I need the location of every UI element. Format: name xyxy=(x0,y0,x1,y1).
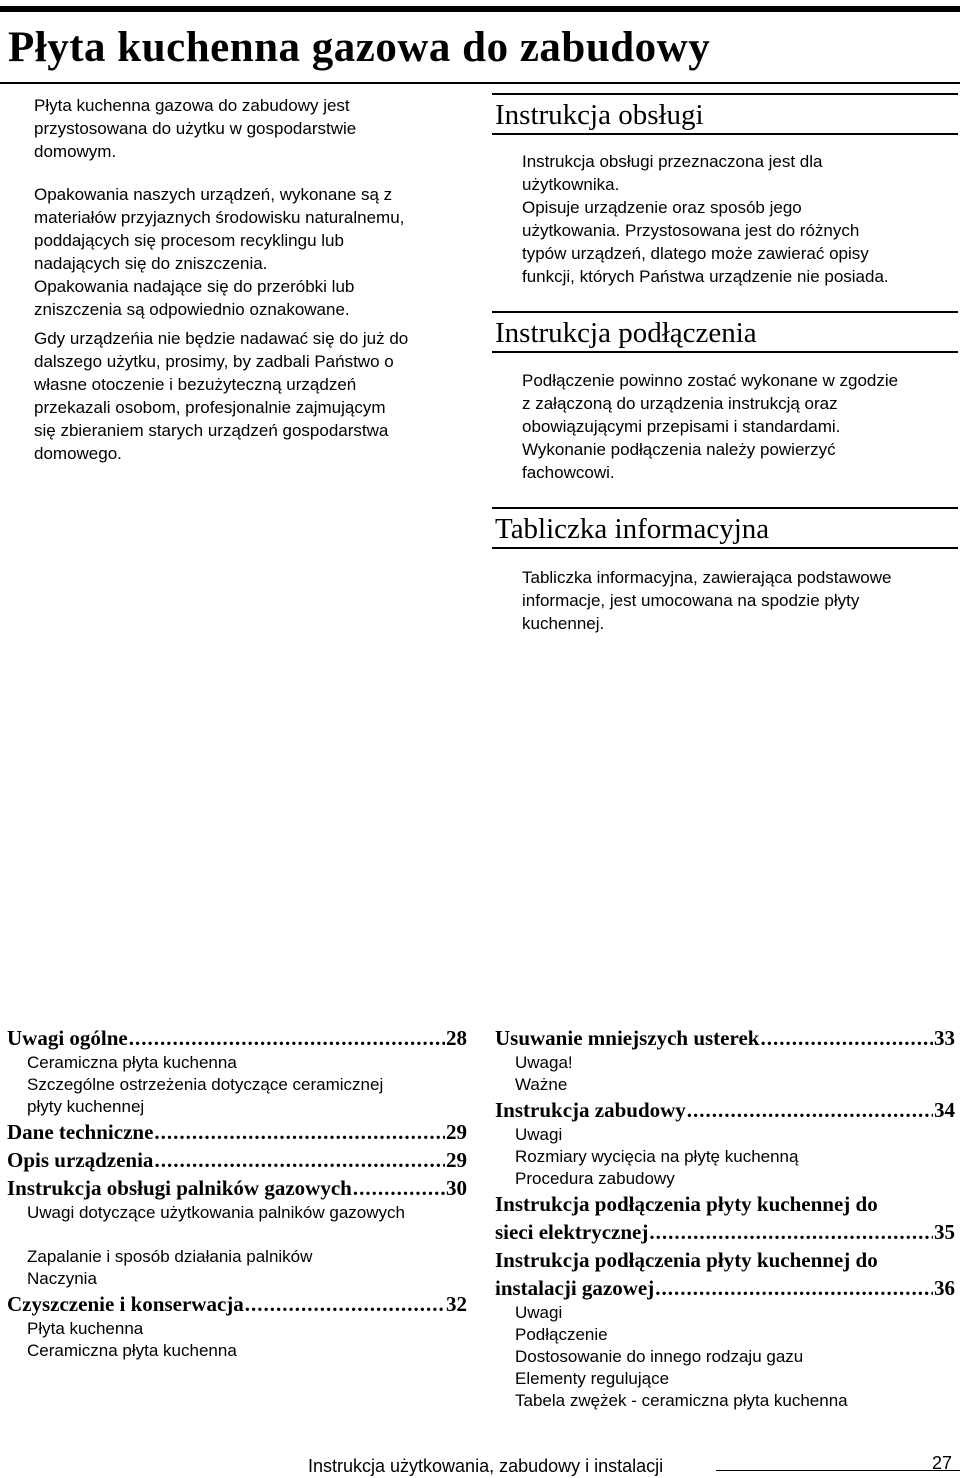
toc-subentry: Uwaga! xyxy=(515,1053,573,1072)
body-line: fachowcowi. xyxy=(522,463,615,482)
toc-page-number: 28 xyxy=(446,1026,467,1050)
toc-entry-line1[interactable]: Instrukcja podłączenia płyty kuchennej do xyxy=(495,1192,878,1216)
toc-subentry: Podłączenie xyxy=(515,1325,608,1344)
body-line: obowiązującymi przepisami i standardami. xyxy=(522,417,841,436)
p2-line: Opakowania nadające się do przeróbki lub xyxy=(34,277,355,296)
section-body-tabliczka xyxy=(522,566,960,635)
toc-subentry: Uwagi xyxy=(515,1303,563,1322)
section-body-instrukcja-obslugi xyxy=(522,150,960,288)
p3-line: Gdy urządzeńia nie będzie nadawać się do już do xyxy=(34,329,409,348)
toc-subentry: Naczynia xyxy=(27,1269,97,1288)
toc-entry-label: sieci elektrycznej xyxy=(495,1220,649,1244)
toc-page-number: 36 xyxy=(934,1276,955,1300)
toc-subentry: Ceramiczna płyta kuchenna xyxy=(27,1341,237,1360)
toc-page-number: 30 xyxy=(446,1176,467,1200)
p3-line: dalszego użytku, prosimy, by zadbali Państwo o xyxy=(34,352,394,371)
p2-line: zniszczenia są odpowiednio oznakowane. xyxy=(34,300,350,319)
toc-entry[interactable] xyxy=(7,1118,467,1146)
body-line: kuchennej. xyxy=(522,614,605,633)
body-line: Podłączenie powinno zostać wykonane w zgodzie xyxy=(522,371,899,390)
footer-text: Instrukcja użytkowania, zabudowy i instalacji xyxy=(308,1456,664,1476)
body-line: Instrukcja obsługi przeznaczona jest dla xyxy=(522,152,823,171)
body-line: Wykonanie podłączenia należy powierzyć xyxy=(522,440,836,459)
toc-subentry: Ceramiczna płyta kuchenna xyxy=(27,1053,237,1072)
toc-page-number: 32 xyxy=(446,1292,467,1316)
toc-entry-label: instalacji gazowej xyxy=(495,1276,655,1300)
intro-text-1: Płyta kuchenna gazowa do zabudowy jest przystosowana do użytku w gospodarstwie domowym. xyxy=(34,96,357,161)
intro-paragraph-3 xyxy=(34,327,464,465)
page-number: 27 xyxy=(932,1453,953,1473)
toc-entry-label: Czyszczenie i konserwacja xyxy=(7,1292,244,1316)
section-heading: Tabliczka informacyjna xyxy=(495,513,770,545)
toc-entry-label: Opis urządzenia xyxy=(7,1148,154,1172)
p3-line: się zbieraniem starych urządzeń gospodarstwa xyxy=(34,421,389,440)
intro-paragraph-1 xyxy=(34,94,464,163)
section-header-tabliczka xyxy=(492,507,958,549)
toc-entry[interactable] xyxy=(7,1024,467,1052)
toc-left xyxy=(7,1024,467,1362)
toc-subentry: Uwagi xyxy=(515,1125,563,1144)
body-line: typów urządzeń, dlatego może zawierać opisy xyxy=(522,244,869,263)
body-line: z załączoną do urządzenia instrukcją oraz xyxy=(522,394,838,413)
section-header-instrukcja-obslugi xyxy=(492,93,958,135)
p2-line: nadających się do zniszczenia. xyxy=(34,254,268,273)
toc-page-number: 33 xyxy=(934,1026,955,1050)
toc-entry[interactable] xyxy=(7,1174,467,1202)
footer-rule xyxy=(716,1470,960,1471)
toc-subentry: Uwagi dotyczące użytkowania palników gazowych xyxy=(27,1203,405,1222)
toc-subentry: Elementy regulujące xyxy=(515,1369,670,1388)
toc-entry-label: Usuwanie mniejszych usterek xyxy=(495,1026,760,1050)
toc-entry[interactable] xyxy=(7,1290,467,1318)
toc-right xyxy=(495,1024,955,1412)
p2-line: materiałów przyjaznych środowisku naturalnemu, xyxy=(34,208,405,227)
section-header-instrukcja-podlaczenia xyxy=(492,311,958,353)
title-bar xyxy=(0,6,960,84)
toc-entry-label: Instrukcja zabudowy xyxy=(495,1098,686,1122)
toc-entry[interactable] xyxy=(7,1146,467,1174)
toc-entry[interactable] xyxy=(495,1218,955,1246)
toc-page-number: 29 xyxy=(446,1120,467,1144)
toc-subentry: Szczególne ostrzeżenia dotyczące ceramicznej xyxy=(27,1075,384,1094)
p3-line: własne otoczenie i bezużyteczną urządzeń xyxy=(34,375,357,394)
toc-entry-label: Dane techniczne xyxy=(7,1120,154,1144)
toc-page-number: 29 xyxy=(446,1148,467,1172)
toc-subentry: Tabela zwężek - ceramiczna płyta kuchenna xyxy=(515,1391,848,1410)
toc-subentry: Ważne xyxy=(515,1075,568,1094)
toc-page-number: 34 xyxy=(934,1098,955,1122)
section-heading: Instrukcja obsługi xyxy=(495,99,704,131)
section-body-instrukcja-podlaczenia xyxy=(522,369,960,484)
toc-entry-line1[interactable]: Instrukcja podłączenia płyty kuchennej do xyxy=(495,1248,878,1272)
body-line: użytkownika. xyxy=(522,175,620,194)
toc-entry-label: Uwagi ogólne xyxy=(7,1026,128,1050)
body-line: Opisuje urządzenie oraz sposób jego xyxy=(522,198,802,217)
p3-line: domowego. xyxy=(34,444,122,463)
intro-paragraph-2 xyxy=(34,183,464,321)
body-line: funkcji, których Państwa urządzenie nie posiada. xyxy=(522,267,889,286)
p2-line: poddających się procesom recyklingu lub xyxy=(34,231,344,250)
toc-entry[interactable] xyxy=(495,1096,955,1124)
body-line: użytkowania. Przystosowana jest do różnych xyxy=(522,221,860,240)
toc-page-number: 35 xyxy=(934,1220,955,1244)
body-line: informacje, jest umocowana na spodzie płyty xyxy=(522,591,860,610)
toc-entry[interactable] xyxy=(495,1024,955,1052)
toc-subentry: Dostosowanie do innego rodzaju gazu xyxy=(515,1347,804,1366)
toc-entry-label: Instrukcja obsługi palników gazowych xyxy=(7,1176,352,1200)
toc-entry[interactable] xyxy=(495,1274,955,1302)
p2-line: Opakowania naszych urządzeń, wykonane są z xyxy=(34,185,393,204)
section-heading: Instrukcja podłączenia xyxy=(495,317,757,349)
toc-subentry: Zapalanie i sposób działania palników xyxy=(27,1247,313,1266)
page-title: Płyta kuchenna gazowa do zabudowy xyxy=(8,24,711,71)
body-line: Tabliczka informacyjna, zawierająca podstawowe xyxy=(522,568,892,587)
toc-subentry: płyty kuchennej xyxy=(27,1097,145,1116)
toc-subentry: Rozmiary wycięcia na płytę kuchenną xyxy=(515,1147,799,1166)
toc-subentry: Procedura zabudowy xyxy=(515,1169,675,1188)
toc-subentry: Płyta kuchenna xyxy=(27,1319,144,1338)
p3-line: przekazali osobom, profesjonalnie zajmującym xyxy=(34,398,386,417)
